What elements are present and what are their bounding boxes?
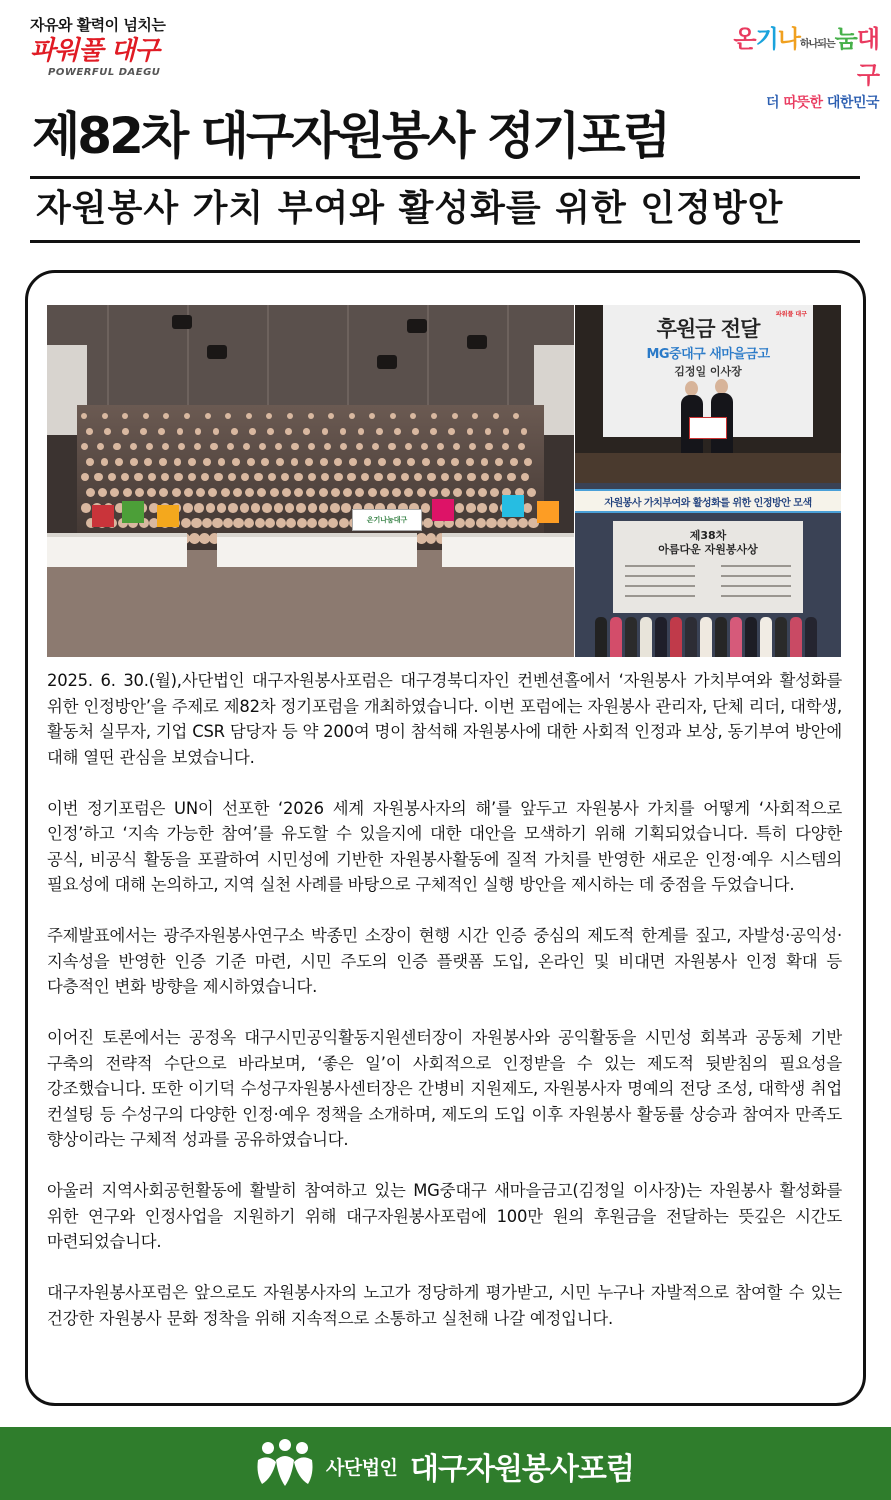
audience-member <box>286 518 296 528</box>
audience-member <box>485 428 492 435</box>
audience-member <box>331 488 340 497</box>
sdg-sign <box>432 499 454 521</box>
audience-member <box>81 503 91 513</box>
audience-member <box>143 413 149 419</box>
audience-member <box>113 443 120 450</box>
audience-member <box>405 443 412 450</box>
audience-member <box>163 413 169 419</box>
audience-member <box>159 488 168 497</box>
subtitle-divider <box>30 240 860 243</box>
audience-member <box>349 413 355 419</box>
audience-member <box>281 473 289 481</box>
audience-member <box>328 518 338 528</box>
award-recipient <box>745 617 757 657</box>
auditorium-photo <box>47 305 574 657</box>
article-body <box>47 668 842 1357</box>
audience-member <box>233 488 242 497</box>
audience-member <box>244 518 254 528</box>
sdg-sign <box>537 501 559 523</box>
audience-member <box>339 518 349 528</box>
audience-member <box>213 428 220 435</box>
audience-member <box>412 428 419 435</box>
audience-member <box>94 473 102 481</box>
audience-member <box>221 488 230 497</box>
page-title: 제82차 대구자원봉사 정기포럼 <box>32 107 668 165</box>
stage-light <box>377 355 397 369</box>
audience-member <box>334 458 342 466</box>
audience-member <box>518 518 528 528</box>
audience-member <box>303 428 310 435</box>
forum-banner <box>575 489 841 513</box>
audience-member <box>218 458 226 466</box>
title-divider <box>30 176 860 179</box>
audience-member <box>401 473 409 481</box>
sdg-sign <box>502 495 524 517</box>
audience-member <box>174 458 182 466</box>
award-recipient <box>760 617 772 657</box>
audience-member <box>188 473 196 481</box>
audience-member <box>485 443 492 450</box>
audience-member <box>390 413 396 419</box>
screen-corner-badge: 파워풀 대구 <box>775 311 807 318</box>
awards-screen-line2: 아름다운 자원봉사상 <box>658 543 758 556</box>
donation-photo <box>575 305 841 483</box>
audience-member <box>297 518 307 528</box>
audience-member <box>287 413 293 419</box>
audience-member <box>380 488 389 497</box>
audience-member <box>518 443 525 450</box>
audience-member <box>347 473 355 481</box>
audience-member <box>104 428 111 435</box>
audience-member <box>472 413 478 419</box>
audience-member <box>493 413 499 419</box>
audience-member <box>407 458 415 466</box>
audience-member <box>358 428 365 435</box>
audience-member <box>161 473 169 481</box>
audience-member <box>503 428 510 435</box>
audience-member <box>285 428 292 435</box>
audience-member <box>430 428 437 435</box>
audience-member <box>81 413 87 419</box>
audience-member <box>507 518 517 528</box>
person-head <box>715 379 728 394</box>
audience-member <box>392 488 401 497</box>
audience-member <box>523 503 533 513</box>
audience-member <box>183 503 193 513</box>
audience-member <box>417 488 426 497</box>
audience-member <box>478 488 487 497</box>
audience-member <box>465 518 475 528</box>
forum-banner-text: 자원봉사 가치부여와 활성화를 위한 인정방안 모색 <box>604 498 812 509</box>
screen-org: MG중대구 새마을금고 <box>646 347 770 362</box>
stage <box>575 453 841 483</box>
audience-member <box>214 473 222 481</box>
audience-member <box>268 473 276 481</box>
campaign-logo <box>729 24 879 112</box>
article-paragraph: 이어진 토론에서는 공정옥 대구시민공익활동지원센터장이 자원봉사와 공익활동을 시민성 회복과 공동체 기반 구축의 전략적 수단으로 바라보며, ‘좋은 일’이 사회적으로 인정받을 수 있는 제도적 뒷받침의 필요성을 강조했습니다. 또한 이기덕 수성구자원봉사센터장은 간병비 지원제도, 자원봉사자 명예의 전당 조성, 대학생 취업 컨설팅 등 수성구의 다양한 인정·예우 정책을 소개하며, 제도의 도입 이후 자원봉사 활동률 상승과 참여자 만족도 향상이라는 구체적 성과를 공유하였습니다. <box>47 1028 842 1149</box>
award-recipients <box>595 605 825 657</box>
audience-member <box>334 473 342 481</box>
stage-light <box>467 335 487 349</box>
audience-member <box>291 443 298 450</box>
audience-member <box>453 443 460 450</box>
audience-member <box>261 458 269 466</box>
audience-member <box>521 473 529 481</box>
footer-prefix: 사단법인 <box>326 1457 398 1479</box>
audience-member <box>394 428 401 435</box>
audience-member <box>158 428 165 435</box>
audience-member <box>489 503 499 513</box>
audience-member <box>241 473 249 481</box>
logo-tagline: 자유와 활력이 넘치는 <box>30 16 166 34</box>
award-recipient <box>730 617 742 657</box>
audience-member <box>319 488 328 497</box>
audience-member <box>441 473 449 481</box>
audience-member <box>495 458 503 466</box>
audience-member <box>340 443 347 450</box>
audience-member <box>321 473 329 481</box>
award-recipient <box>670 617 682 657</box>
footer-org-name: 대구자원봉사포럼 <box>410 1452 634 1487</box>
audience-member <box>305 458 313 466</box>
audience-member <box>486 518 496 528</box>
article-paragraph: 아울러 지역사회공헌활동에 활발히 참여하고 있는 MG중대구 새마을금고(김정일 이사장)는 자원봉사 활성화를 위한 연구와 인정사업을 지원하기 위해 대구자원봉사포럼에 100만 원의 후원금을 전달하는 뜻깊은 시간도 마련되었습니다. <box>47 1181 842 1251</box>
audience-member <box>231 428 238 435</box>
audience-member <box>159 458 167 466</box>
audience-member <box>306 488 315 497</box>
audience-member <box>102 413 108 419</box>
audience-member <box>349 458 357 466</box>
audience-member <box>206 503 216 513</box>
audience-member <box>257 488 266 497</box>
audience-member <box>448 428 455 435</box>
audience-member <box>467 428 474 435</box>
audience-member <box>251 503 261 513</box>
audience-member <box>437 458 445 466</box>
award-recipient <box>790 617 802 657</box>
audience-member <box>341 503 351 513</box>
audience-member <box>324 443 331 450</box>
awards-screen-line1: 제38차 <box>689 529 727 542</box>
audience-member <box>144 458 152 466</box>
article-paragraph: 주제발표에서는 광주자원봉사연구소 박종민 소장이 현행 시간 인증 중심의 제도적 한계를 짚고, 자발성·공익성·지속성을 반영한 인증 기준 마련, 시민 주도의 인증 플랫폼 도입, 온라인 및 비대면 자원봉사 인정 확대 등 다층적인 변화 방향을 제시하였습니다. <box>47 926 842 996</box>
audience-member <box>255 518 265 528</box>
audience-member <box>108 473 116 481</box>
panel-table <box>217 533 417 567</box>
audience-member <box>245 488 254 497</box>
audience-member <box>86 488 95 497</box>
audience-member <box>172 488 181 497</box>
audience-member <box>121 473 129 481</box>
audience-member <box>320 458 328 466</box>
audience-member <box>369 413 375 419</box>
audience-member <box>368 488 377 497</box>
audience-member <box>466 503 476 513</box>
logo-brand: 파워풀 대구 <box>30 36 159 66</box>
audience-member <box>296 503 306 513</box>
audience-member <box>130 458 138 466</box>
audience-member <box>490 488 499 497</box>
campaign-logo-line2: 더 따뜻한 대한민국 <box>766 95 879 111</box>
audience-member <box>148 473 156 481</box>
ceiling <box>47 305 574 415</box>
audience-member <box>202 518 212 528</box>
audience-member <box>276 518 286 528</box>
audience-member <box>494 473 502 481</box>
audience-member <box>184 488 193 497</box>
audience-member <box>134 473 142 481</box>
audience-member <box>355 488 364 497</box>
award-recipient <box>700 617 712 657</box>
audience-member <box>294 473 302 481</box>
logo-subtitle: POWERFUL DAEGU <box>48 67 161 78</box>
audience-member <box>267 428 274 435</box>
audience-member <box>265 518 275 528</box>
audience-member <box>246 413 252 419</box>
audience-member <box>421 443 428 450</box>
audience-member <box>481 473 489 481</box>
audience-member <box>196 488 205 497</box>
screen-name: 김정일 이사장 <box>674 365 742 378</box>
audience-member <box>319 503 329 513</box>
audience-member <box>208 488 217 497</box>
audience-member <box>372 443 379 450</box>
audience-member <box>233 518 243 528</box>
audience-member <box>178 443 185 450</box>
audience-member <box>521 428 528 435</box>
stage-light <box>172 315 192 329</box>
audience-member <box>184 413 190 419</box>
powerful-daegu-logo <box>30 14 190 78</box>
audience-member <box>274 503 284 513</box>
audience-member <box>328 413 334 419</box>
audience-member <box>507 473 515 481</box>
audience-member <box>110 488 119 497</box>
audience-member <box>527 488 536 497</box>
award-recipient <box>610 617 622 657</box>
audience-member <box>147 488 156 497</box>
audience-member <box>476 518 486 528</box>
award-recipient <box>625 617 637 657</box>
audience-member <box>115 458 123 466</box>
footer-bar <box>0 1427 891 1500</box>
audience-member <box>86 458 94 466</box>
audience-member <box>513 413 519 419</box>
audience-member <box>205 413 211 419</box>
audience-member <box>414 473 422 481</box>
audience-member <box>393 458 401 466</box>
audience-member <box>228 503 238 513</box>
audience-member <box>318 518 328 528</box>
audience-member <box>455 518 465 528</box>
audience-member <box>497 518 507 528</box>
award-recipient <box>595 617 607 657</box>
audience-member <box>195 428 202 435</box>
audience-member <box>388 443 395 450</box>
audience-member <box>481 458 489 466</box>
audience-member <box>374 473 382 481</box>
audience-member <box>524 458 532 466</box>
audience-member <box>510 458 518 466</box>
award-recipient <box>715 617 727 657</box>
audience-member <box>378 458 386 466</box>
audience-member <box>275 443 282 450</box>
audience-member <box>361 473 369 481</box>
panel-table <box>442 533 574 567</box>
sdg-sign <box>122 501 144 523</box>
audience-member <box>254 473 262 481</box>
audience-member <box>466 488 475 497</box>
audience-member <box>294 488 303 497</box>
sdg-sign <box>157 505 179 527</box>
audience-member <box>427 473 435 481</box>
audience-member <box>217 503 227 513</box>
audience-member <box>227 443 234 450</box>
audience-member <box>81 443 88 450</box>
audience-member <box>101 458 109 466</box>
award-recipient <box>805 617 817 657</box>
audience-member <box>177 428 184 435</box>
audience-member <box>240 503 250 513</box>
audience-member <box>426 533 437 544</box>
audience-member <box>276 458 284 466</box>
audience-member <box>387 473 395 481</box>
audience-member <box>466 458 474 466</box>
audience-member <box>330 503 340 513</box>
audience-member <box>97 443 104 450</box>
audience-member <box>467 473 475 481</box>
audience-member <box>308 443 315 450</box>
audience-member <box>364 458 372 466</box>
audience-member <box>308 503 318 513</box>
audience-member <box>451 458 459 466</box>
audience-member <box>188 458 196 466</box>
audience-member <box>135 488 144 497</box>
audience-member <box>270 488 279 497</box>
audience-member <box>266 413 272 419</box>
audience-member <box>146 443 153 450</box>
award-recipient <box>685 617 697 657</box>
audience-member <box>122 428 129 435</box>
audience-member <box>259 443 266 450</box>
screen-title: 후원금 전달 <box>656 317 760 341</box>
audience-member <box>181 518 191 528</box>
audience-member <box>223 518 233 528</box>
audience-member <box>308 413 314 419</box>
audience-member <box>228 473 236 481</box>
donation-board <box>689 417 727 439</box>
audience-member <box>122 413 128 419</box>
award-recipient <box>640 617 652 657</box>
audience-member <box>416 533 427 544</box>
audience-member <box>249 428 256 435</box>
audience-member <box>232 458 240 466</box>
audience-member <box>404 488 413 497</box>
audience-member <box>322 428 329 435</box>
forum-logo-icon <box>254 1438 316 1490</box>
audience-member <box>98 488 107 497</box>
audience-member <box>174 473 182 481</box>
audience-member <box>502 443 509 450</box>
audience-member <box>212 518 222 528</box>
article-paragraph: 이번 정기포럼은 UN이 선포한 ‘2026 세계 자원봉사자의 해’를 앞두고 자원봉사 가치를 어떻게 ‘사회적으로 인정’하고 ‘지속 가능한 참여’를 유도할 수 있을지에 대한 대안을 모색하기 위해 기획되었습니다. 특히 다양한 공식, 비공식 활동을 포괄하여 시민성에 기반한 자원봉사활동에 질적 가치를 반영한 새로운 인정·예우 시스템의 필요성에 대해 논의하고, 지역 실천 사례를 바탕으로 구체적인 실행 방안을 제시하는 데 중점을 두었습니다. <box>47 798 842 894</box>
awards-screen <box>613 521 803 613</box>
audience-member <box>191 518 201 528</box>
campaign-logo-line1: 온기나하나되는눔대구 <box>733 25 879 89</box>
page-subtitle: 자원봉사 가치 부여와 활성화를 위한 인정방안 <box>36 188 784 229</box>
audience-member <box>225 413 231 419</box>
audience-member <box>194 503 204 513</box>
sdg-sign <box>92 505 114 527</box>
audience-member <box>437 443 444 450</box>
audience-member <box>356 443 363 450</box>
audience-member <box>194 443 201 450</box>
audience-member <box>454 473 462 481</box>
audience-member <box>452 413 458 419</box>
stage-light <box>407 319 427 333</box>
audience-member <box>282 488 291 497</box>
audience-member <box>340 428 347 435</box>
audience-member <box>453 488 462 497</box>
person-head <box>685 381 698 396</box>
audience-member <box>243 443 250 450</box>
audience-member <box>431 413 437 419</box>
audience-member <box>421 503 431 513</box>
audience-member <box>291 458 299 466</box>
audience-member <box>469 443 476 450</box>
audience-member <box>86 428 93 435</box>
article-paragraph: 2025. 6. 30.(월),사단법인 대구자원봉사포럼은 대구경북디자인 컨벤션홀에서 ‘자원봉사 가치부여와 활성화를 위한 인정방안’을 주제로 제82차 정기포럼을 개최하였습니다. 이번 포럼에는 자원봉사 관리자, 단체 리더, 대학생, 활동처 실무자, 기업 CSR 담당자 등 약 200여 명이 참석해 자원봉사에 대한 사회적 인정과 보상, 동기부여 방안에 대해 열띤 관심을 보였습니다. <box>47 671 842 767</box>
audience-member <box>162 443 169 450</box>
audience-member <box>262 503 272 513</box>
award-recipient <box>655 617 667 657</box>
audience-member <box>422 458 430 466</box>
audience-member <box>343 488 352 497</box>
audience-member <box>410 413 416 419</box>
audience-member <box>376 428 383 435</box>
audience-member <box>201 473 209 481</box>
audience-member <box>123 488 132 497</box>
award-recipient <box>775 617 787 657</box>
stage-light <box>207 345 227 359</box>
audience-member <box>429 488 438 497</box>
audience-member <box>307 518 317 528</box>
audience-member <box>130 443 137 450</box>
audience-member <box>203 458 211 466</box>
audience-member <box>455 503 465 513</box>
audience-member <box>441 488 450 497</box>
panel-table <box>47 533 187 567</box>
audience-member <box>210 443 217 450</box>
awards-photo <box>575 483 841 657</box>
audience-member <box>477 503 487 513</box>
table-sign: 온기나눔대구 <box>352 509 422 531</box>
audience-member <box>81 473 89 481</box>
audience-member <box>247 458 255 466</box>
audience-member <box>140 428 147 435</box>
audience-member <box>308 473 316 481</box>
article-paragraph: 대구자원봉사포럼은 앞으로도 자원봉사자의 노고가 정당하게 평가받고, 시민 누구나 자발적으로 참여할 수 있는 건강한 자원봉사 문화 정착을 위해 지속적으로 소통하고 실천해 나갈 예정입니다. <box>47 1283 842 1328</box>
audience-member <box>285 503 295 513</box>
